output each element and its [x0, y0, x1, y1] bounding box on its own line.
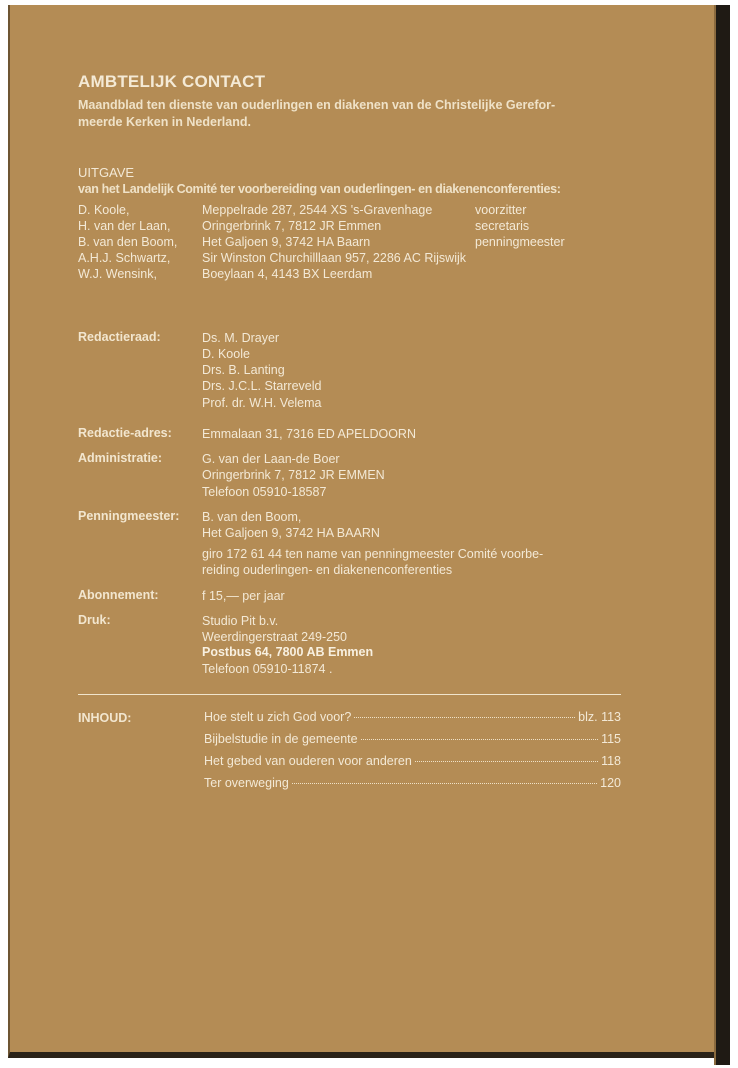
druk-line: Weerdingerstraat 249-250 [202, 630, 347, 644]
penningmeester-line: Het Galjoen 9, 3742 HA BAARN [202, 526, 380, 540]
administratie-label: Administratie: [78, 451, 163, 465]
subtitle-line-2: meerde Kerken in Nederland. [78, 115, 251, 129]
toc-leader [361, 739, 598, 740]
toc-title: Ter overweging [204, 776, 289, 790]
toc-page: 120 [600, 776, 621, 790]
list-item: Drs. J.C.L. Starreveld [202, 379, 322, 393]
toc-page: 115 [601, 732, 621, 746]
toc-page: 118 [601, 754, 621, 768]
toc-leader [292, 783, 597, 784]
redactie-adres-label: Redactie-adres: [78, 426, 172, 440]
penningmeester-line: B. van den Boom, [202, 510, 302, 524]
giro-line-2: reiding ouderlingen- en diakenenconferenties [202, 563, 453, 577]
member-address: Het Galjoen 9, 3742 HA Baarn [202, 235, 371, 249]
abonnement-value: f 15,— per jaar [202, 589, 285, 603]
list-item: Prof. dr. W.H. Velema [202, 396, 322, 410]
toc-entry [204, 732, 621, 750]
druk-line: Telefoon 05910-11874 . [202, 662, 333, 676]
toc-title: Hoe stelt u zich God voor? [204, 710, 352, 724]
uitgave-subheading: van het Landelijk Comité ter voorbereiding van ouderlingen- en diakenenconferenties: [78, 182, 561, 196]
redactie-adres-value: Emmalaan 31, 7316 ED APELDOORN [202, 427, 416, 441]
uitgave-heading: UITGAVE [78, 165, 135, 180]
toc-leader [354, 717, 575, 718]
toc-title: Het gebed van ouderen voor anderen [204, 754, 412, 768]
section-divider [78, 694, 621, 695]
toc-leader [415, 761, 598, 762]
druk-label: Druk: [78, 613, 111, 627]
subtitle-line-1: Maandblad ten dienste van ouderlingen en diakenen van de Christelijke Gerefor- [78, 98, 556, 112]
administratie-line: G. van der Laan-de Boer [202, 452, 340, 466]
redactieraad-label: Redactieraad: [78, 330, 161, 344]
abonnement-label: Abonnement: [78, 588, 159, 602]
member-address: Boeylaan 4, 4143 BX Leerdam [202, 267, 373, 281]
administratie-line: Telefoon 05910-18587 [202, 485, 327, 499]
magazine-title: AMBTELIJK CONTACT [78, 72, 266, 91]
member-address: Oringerbrink 7, 7812 JR Emmen [202, 219, 382, 233]
member-name: A.H.J. Schwartz, [78, 251, 171, 265]
member-address: Sir Winston Churchilllaan 957, 2286 AC Rijswijk [202, 251, 467, 265]
giro-line-1: giro 172 61 44 ten name van penningmeester Comité voorbe- [202, 547, 544, 561]
member-name: H. van der Laan, [78, 219, 171, 233]
member-name: D. Koole, [78, 203, 130, 217]
member-name: W.J. Wensink, [78, 267, 157, 281]
member-role: secretaris [475, 219, 530, 233]
member-name: B. van den Boom, [78, 235, 178, 249]
inhoud-label: INHOUD: [78, 711, 132, 725]
toc-title: Bijbelstudie in de gemeente [204, 732, 358, 746]
druk-line: Studio Pit b.v. [202, 614, 279, 628]
binding-spine [716, 5, 730, 1065]
toc-entry [204, 710, 621, 728]
druk-postbus: Postbus 64, 7800 AB Emmen [202, 645, 374, 659]
member-role: penningmeester [475, 235, 565, 249]
member-address: Meppelrade 287, 2544 XS 's-Gravenhage [202, 203, 433, 217]
toc-entry [204, 776, 621, 794]
toc-entry [204, 754, 621, 772]
penningmeester-label: Penningmeester: [78, 509, 180, 523]
toc-page: blz. 113 [578, 710, 621, 724]
administratie-line: Oringerbrink 7, 7812 JR EMMEN [202, 468, 385, 482]
list-item: Ds. M. Drayer [202, 331, 280, 345]
member-role: voorzitter [475, 203, 527, 217]
list-item: Drs. B. Lanting [202, 363, 285, 377]
list-item: D. Koole [202, 347, 250, 361]
